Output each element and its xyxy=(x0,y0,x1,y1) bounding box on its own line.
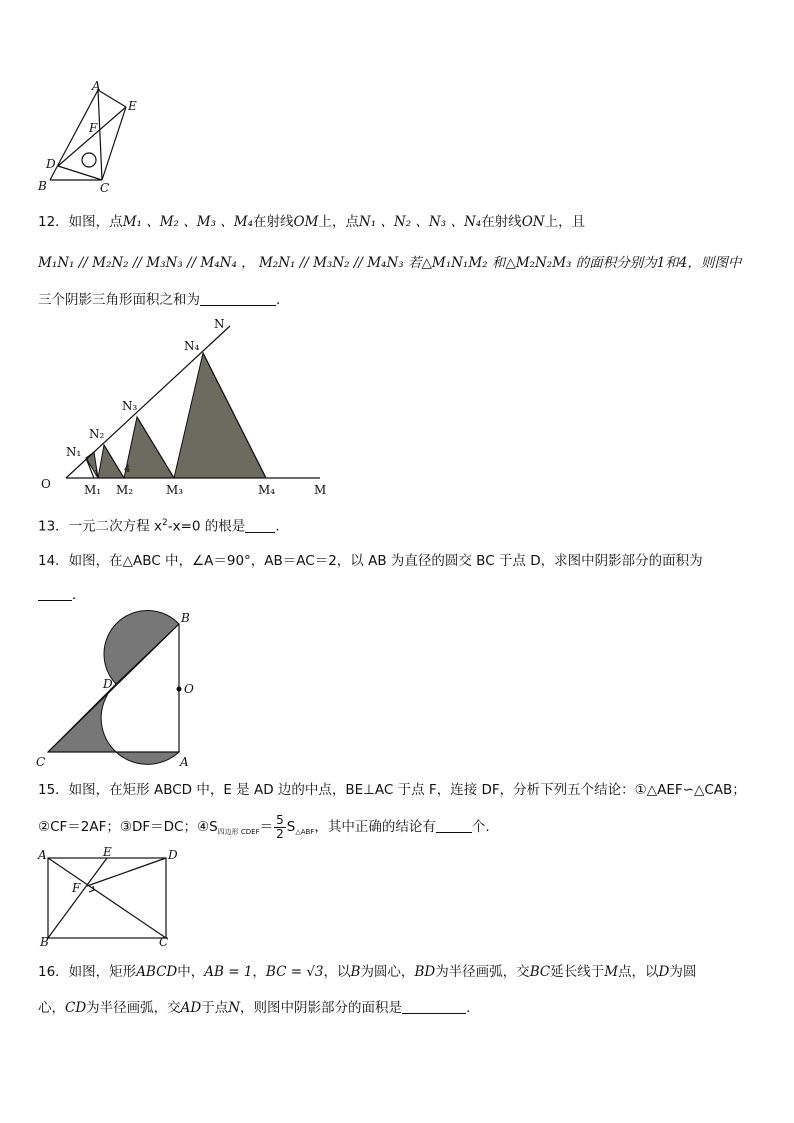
figure-q15 xyxy=(36,846,186,951)
q15-line1: 15．如图，在矩形 ABCD 中，E 是 AD 边的中点，BE⊥AC 于点 F，连接 DF，分析下列五个结论：①△AEF∽△CAB； xyxy=(38,782,746,798)
label-e: E xyxy=(103,845,112,859)
answer-blank[interactable] xyxy=(436,818,472,833)
label-b: B xyxy=(181,611,190,625)
label-f: F xyxy=(89,121,98,135)
area-label-4: 4 xyxy=(124,464,131,475)
label-m1: M₁ xyxy=(84,483,102,497)
label-b: B xyxy=(38,179,47,193)
q14-line2: ． xyxy=(38,585,86,605)
figure-q12 xyxy=(38,316,338,506)
q16-line1: 16．如图，矩形ABCD中，AB = 1，BC = √3，以B为圆心，BD为半径画弧，交BC延长线于M点，以D为圆 xyxy=(38,964,697,980)
label-d: D xyxy=(46,157,56,171)
label-m4: M₄ xyxy=(258,483,276,497)
answer-blank[interactable] xyxy=(200,291,276,306)
label-c: C xyxy=(159,935,169,949)
figure-q11 xyxy=(38,80,148,195)
label-n2: N₂ xyxy=(89,427,105,441)
label-o: O xyxy=(184,682,194,696)
label-a: A xyxy=(92,79,101,93)
label-e: E xyxy=(128,99,137,113)
label-m3: M₃ xyxy=(166,483,184,497)
q13-line: 13．一元二次方程 $x^2-x=0$ 的根是 . xyxy=(38,518,280,535)
label-n4: N₄ xyxy=(184,339,200,353)
fraction-5-2: $\frac{5}{2}$ xyxy=(276,812,284,841)
label-n1: N₁ xyxy=(66,445,82,459)
q15-line2: ②CF＝2AF；③DF＝DC；$④S_{四边形 CDEF}=$ $\frac{5}{2}$ $S_{\triangle ABF}$，其中正确的结论有 个. xyxy=(38,812,490,841)
label-d: D xyxy=(168,848,178,862)
q12-line1: 12．如图，点M₁ 、M₂ 、M₃ 、M₄在射线OM上，点N₁ 、N₂ 、N₃ 、N₄在射线ON上，且 xyxy=(38,214,586,230)
q16-line2: 心，CD为半径画弧，交AD于点N，则图中阴影部分的面积是 . xyxy=(38,1000,471,1016)
answer-blank[interactable] xyxy=(402,999,466,1014)
label-n: N xyxy=(214,317,225,331)
label-n3: N₃ xyxy=(122,399,138,413)
n-points: N₁ 、N₂ 、N₃ 、N₄ xyxy=(358,214,482,230)
label-c: C xyxy=(36,755,46,769)
label-c: C xyxy=(100,181,110,195)
m-points: M₁ 、M₂ 、M₃ 、M₄ xyxy=(122,214,254,230)
label-m2: M₂ xyxy=(116,483,134,497)
q12-line3: 三个阴影三角形面积之和为 . xyxy=(38,292,281,308)
answer-blank[interactable] xyxy=(245,518,275,533)
area-label-1: 1 xyxy=(94,469,100,478)
label-d: D xyxy=(103,677,113,691)
figure-q14 xyxy=(36,610,206,770)
label-f: F xyxy=(72,881,81,895)
label-o: O xyxy=(41,477,51,491)
q14-line1: 14．如图，在△ABC 中，∠A＝90°，AB＝AC＝2，以 AB 为直径的圆交 BC 于点 D，求图中阴影部分的面积为 xyxy=(38,553,703,569)
answer-blank[interactable] xyxy=(38,586,72,601)
q12-line2: M₁N₁ // M₂N₂ // M₃N₃ // M₄N₄ ， M₂N₁ // M₃N₂ // M₄N₃ 若△M₁N₁M₂ 和△M₂N₂M₃ 的面积分别为1和4，则图中 xyxy=(38,255,742,271)
label-a: A xyxy=(180,755,189,769)
label-m: M xyxy=(314,483,327,497)
label-b: B xyxy=(40,935,49,949)
label-a: A xyxy=(38,848,47,862)
